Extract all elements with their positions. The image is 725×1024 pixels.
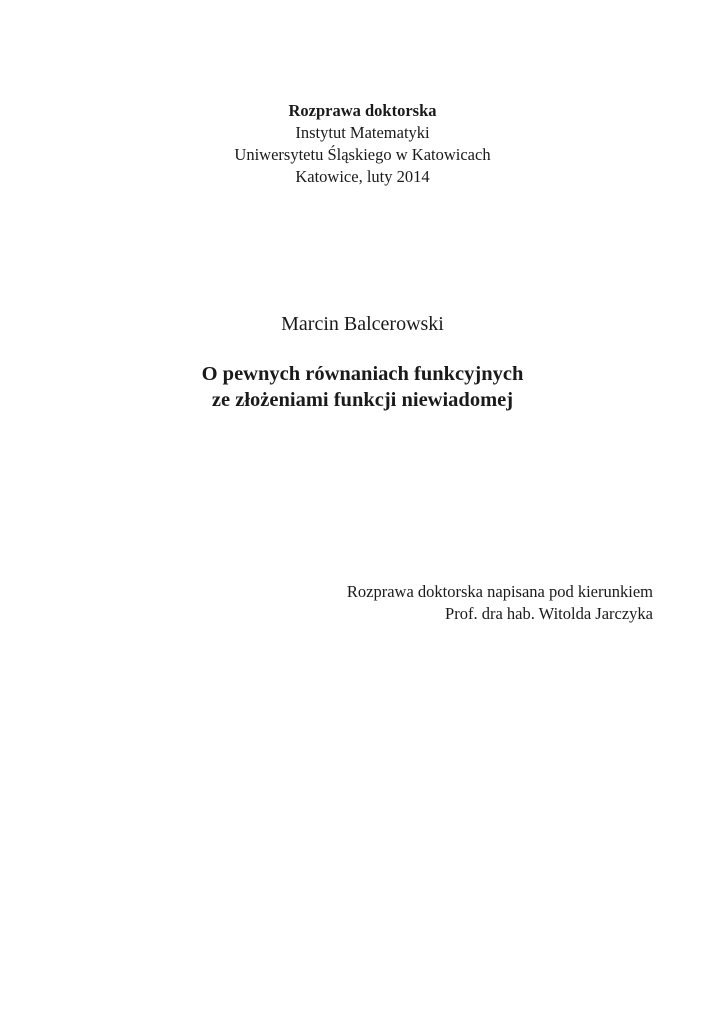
supervision-note: Rozprawa doktorska napisana pod kierunkiem [346, 582, 653, 601]
thesis-title-line-1: O pewnych równaniach funkcyjnych [201, 363, 524, 385]
supervisor-name: Prof. dra hab. Witolda Jarczyka [445, 604, 653, 623]
thesis-type: Rozprawa doktorska [288, 101, 437, 120]
thesis-title-line-2: ze złożeniami funkcji niewiadomej [211, 389, 514, 411]
header-block [0, 100, 725, 188]
thesis-title [0, 361, 725, 413]
institute-name: Instytut Matematyki [295, 123, 430, 142]
author-name: Marcin Balcerowski [281, 313, 444, 335]
supervisor-block [347, 581, 653, 625]
university-name: Uniwersytetu Śląskiego w Katowicach [234, 145, 491, 164]
place-date: Katowice, luty 2014 [295, 167, 430, 186]
